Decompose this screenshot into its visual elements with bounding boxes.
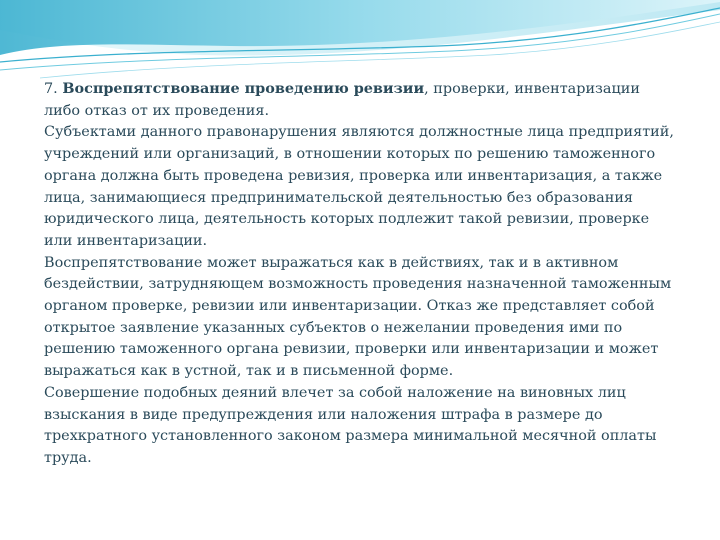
slide-text-body — [44, 78, 674, 470]
paragraph-penalty: Совершение подобных деяний влечет за собой наложение на виновных лиц взыскания в виде предупреждения или наложения штрафа в размере до трехкратного установленного законом размера минимальной месячной оплаты труда. — [44, 384, 657, 466]
slide-heading-paragraph — [44, 78, 674, 122]
paragraph-obstruction: Воспрепятствование может выражаться как в действиях, так и в активном бездействии, затрудняющем возможность проведения назначенной таможенным органом проверке, ревизии или инвентаризации. Отказ же представляет собой открытое заявление указанных субъектов о нежелании проведения ими по решению таможенного органа ревизии, проверки или инвентаризации и может выражаться как в устной, так и в письменной форме. — [44, 254, 672, 380]
decorative-wave-header — [0, 0, 720, 80]
paragraph-subjects: Субъектами данного правонарушения являются должностные лица предприятий, учреждений или организаций, в отношении которых по решению таможенного органа должна быть проведена ревизия, проверка или инвентаризация, а также лица, занимающиеся предпринимательской деятельностью без образования юридического лица, деятельность которых подлежит такой ревизии, проверке или инвентаризации. — [44, 124, 674, 249]
heading-bold: Воспрепятствование проведению ревизии — [62, 80, 425, 97]
heading-rest: , проверки, инвентаризации либо отказ от их проведения. — [44, 81, 640, 119]
item-number: 7. — [44, 81, 63, 97]
